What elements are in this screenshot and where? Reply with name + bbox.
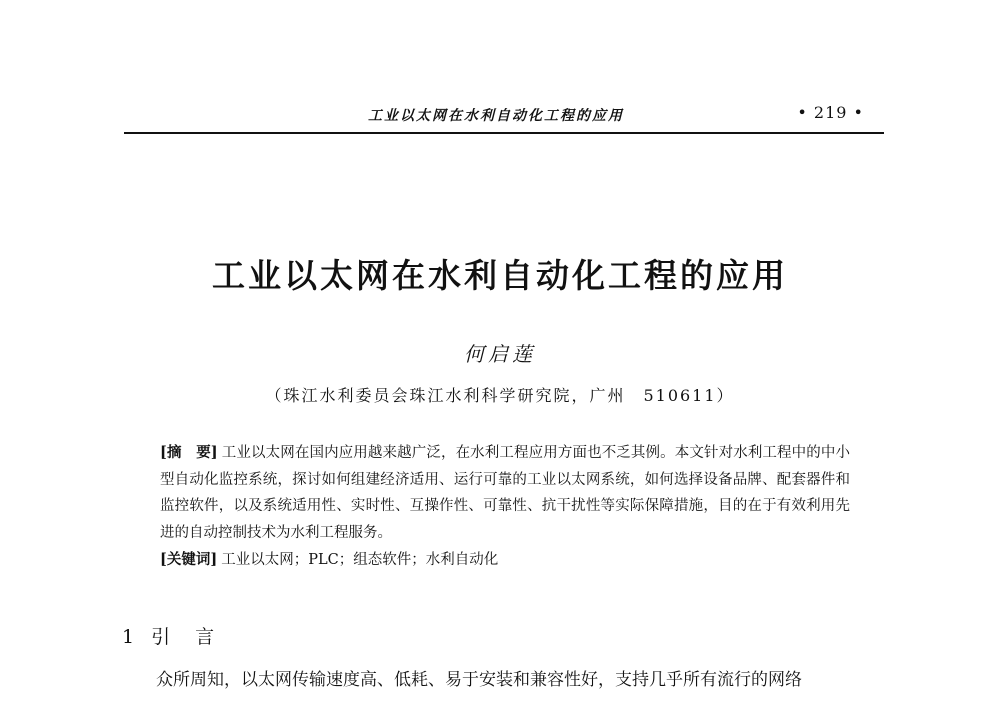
author-affiliation: （珠江水利委员会珠江水利科学研究院，广州 510611）	[265, 386, 735, 405]
section-heading	[122, 622, 217, 649]
paper-title: 工业以太网在水利自动化工程的应用	[212, 256, 788, 295]
section-number: 1	[122, 626, 138, 648]
abstract	[160, 440, 850, 546]
keywords-label: [关键词]	[160, 551, 218, 568]
author-name: 何启莲	[464, 342, 536, 366]
abstract-text: 工业以太网在国内应用越来越广泛，在水利工程应用方面也不乏其例。本文针对水利工程中的中小型自动化监控系统，探讨如何组建经济适用、运行可靠的工业以太网系统，如何选择设备品牌、配套器件和监控软件，以及系统适用性、实时性、互操作性、可靠性、抗干扰性等实际保障措施，目的在于有效利用先进的自动控制技术为水利工程服务。	[160, 445, 850, 541]
keywords	[160, 547, 850, 573]
body-paragraph: 众所周知，以太网传输速度高、低耗、易于安装和兼容性好，支持几乎所有流行的网络	[156, 670, 802, 690]
page-number: • 219 •	[797, 103, 864, 122]
section-title: 引 言	[151, 626, 218, 648]
keywords-text: 工业以太网；PLC；组态软件；水利自动化	[221, 552, 499, 568]
running-header	[124, 100, 884, 134]
running-title: 工业以太网在水利自动化工程的应用	[368, 108, 624, 124]
abstract-label: [摘 要]	[160, 444, 218, 461]
